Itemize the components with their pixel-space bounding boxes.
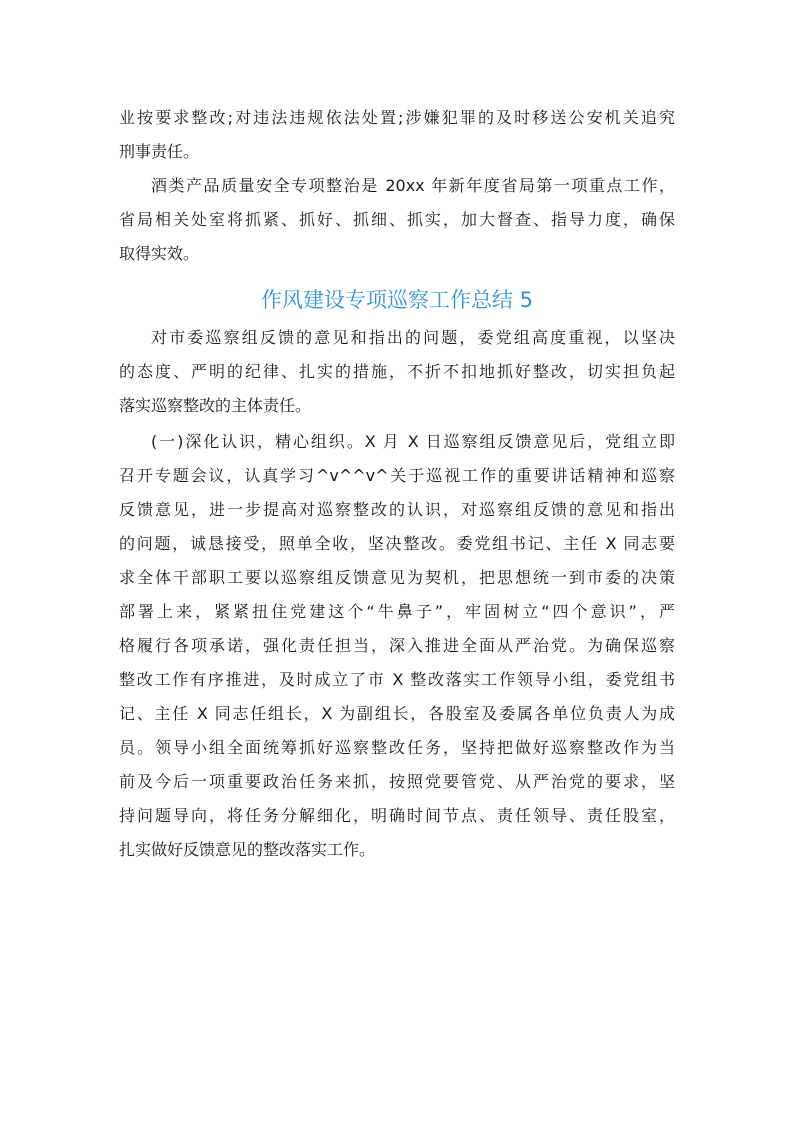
- text-line: 整改工作有序推进，及时成立了市 X 整改落实工作领导小组，委党组书: [119, 670, 675, 689]
- text-line: 业按要求整改;对违法违规依法处置;涉嫌犯罪的及时移送公安机关追究: [119, 108, 675, 127]
- text-line: 员。领导小组全面统筹抓好巡察整改任务，坚持把做好巡察整改作为当: [119, 738, 675, 757]
- text-line: 的态度、严明的纪律、扎实的措施，不折不扣地抓好整改，切实担负起: [119, 362, 675, 381]
- paragraph: [119, 101, 675, 169]
- text-line: 酒类产品质量安全专项整治是 20xx 年新年度省局第一项重点工作，: [151, 176, 675, 195]
- document-page: [119, 101, 675, 867]
- text-line: 前及今后一项重要政治任务来抓，按照党要管党、从严治党的要求，坚: [119, 772, 675, 791]
- text-line: 刑事责任。: [119, 142, 200, 161]
- text-line: 记、主任 X 同志任组长，X 为副组长，各股室及委属各单位负责人为成: [119, 704, 675, 723]
- text-line: 的问题，诚恳接受，照单全收，坚决整改。委党组书记、主任 X 同志要: [119, 534, 675, 553]
- text-line: 持问题导向，将任务分解细化，明确时间节点、责任领导、责任股室，: [119, 806, 675, 825]
- text-line: 扎实做好反馈意见的整改落实工作。: [119, 840, 376, 859]
- text-line: 取得实效。: [119, 244, 200, 263]
- text-line: (一)深化认识，精心组织。X 月 X 日巡察组反馈意见后，党组立即: [151, 432, 675, 451]
- text-line: 召开专题会议，认真学习^v^^v^关于巡视工作的重要讲话精神和巡察: [119, 466, 675, 485]
- text-line: 落实巡察整改的主体责任。: [119, 396, 312, 415]
- text-line: 反馈意见，进一步提高对巡察整改的认识，对巡察组反馈的意见和指出: [119, 500, 675, 519]
- text-line: 部署上来，紧紧扭住党建这个“牛鼻子”，牢固树立“四个意识”，严: [119, 602, 675, 621]
- paragraph: [119, 321, 675, 423]
- paragraph: [119, 425, 675, 867]
- text-line: 格履行各项承诺，强化责任担当，深入推进全面从严治党。为确保巡察: [119, 636, 675, 655]
- text-line: 求全体干部职工要以巡察组反馈意见为契机，把思想统一到市委的决策: [119, 568, 675, 587]
- paragraph: [119, 169, 675, 271]
- section-heading: 作风建设专项巡察工作总结 5: [260, 288, 534, 312]
- text-line: 对市委巡察组反馈的意见和指出的问题，委党组高度重视，以坚决: [151, 328, 675, 347]
- text-line: 省局相关处室将抓紧、抓好、抓细、抓实，加大督查、指导力度，确保: [119, 210, 675, 229]
